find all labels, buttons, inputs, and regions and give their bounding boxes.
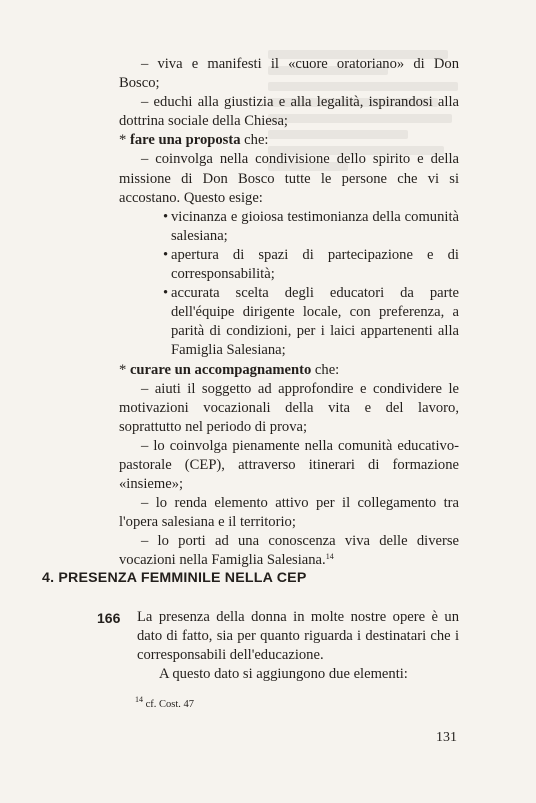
bullet-item: • vicinanza e gioiosa testimonianza della comunità salesiana; <box>171 208 459 246</box>
heading-suffix: che: <box>311 361 340 378</box>
page-number: 131 <box>436 730 457 745</box>
footnote-reference[interactable]: 14 <box>325 552 334 562</box>
list-item: – coinvolga nella condivisione dello spirito e della missione di Don Bosco tutte le persone che vi si accostano. Questo esige: <box>119 151 459 206</box>
heading-suffix: che: <box>240 132 269 149</box>
list-item: – aiuti il soggetto ad approfondire e condividere le motivazioni vocazionali della vita e del lavoro, soprattutto nel periodo di prova; <box>119 380 459 435</box>
heading-accompaniment: curare un accompagnamento <box>129 361 312 378</box>
footnote-number: 14 <box>135 695 143 704</box>
list-item: – lo renda elemento attivo per il collegamento tra l'opera salesiana e il territorio; <box>119 495 459 531</box>
footnote <box>135 695 195 710</box>
body-text <box>119 55 459 571</box>
heading-proposal: fare una proposta <box>129 132 241 149</box>
paragraph-line: La presenza della donna in molte nostre opere è un dato di fatto, sia per quanto riguarda i destinatari che i corresponsabili dell'educazione. <box>137 609 459 664</box>
bullet-list <box>119 208 459 361</box>
accompaniment-heading: * curare un accompagnamento che: <box>119 361 340 378</box>
list-item: – educhi alla giustizia e alla legalità, ispirandosi alla dottrina sociale della Chiesa; <box>119 94 459 130</box>
list-item: – viva e manifesti il «cuore oratoriano» di Don Bosco; <box>119 56 459 92</box>
paragraph-text <box>137 608 459 684</box>
bullet-item: • accurata scelta degli educatori da parte dell'équipe dirigente locale, con preferenza, a parità di condizioni, per i laici appartenenti alla Famiglia Salesiana; <box>171 284 459 360</box>
footnote-text: cf. Cost. 47 <box>143 699 195 710</box>
bullet-item: • apertura di spazi di partecipazione e di corresponsabilità; <box>171 246 459 284</box>
paragraph-line: A questo dato si aggiungono due elementi: <box>159 666 408 683</box>
paragraph-number: 166 <box>97 610 121 626</box>
list-item <box>119 532 459 570</box>
section-title: 4. PRESENZA FEMMINILE NELLA CEP <box>42 570 307 586</box>
list-item-text: – lo porti ad una conoscenza viva delle diverse vocazioni nella Famiglia Salesiana. <box>119 533 459 569</box>
list-item: – lo coinvolga pienamente nella comunità educativo-pastorale (CEP), attraverso itinerari di formazione «insieme»; <box>119 437 459 493</box>
proposal-heading: * fare una proposta che: <box>119 132 269 149</box>
